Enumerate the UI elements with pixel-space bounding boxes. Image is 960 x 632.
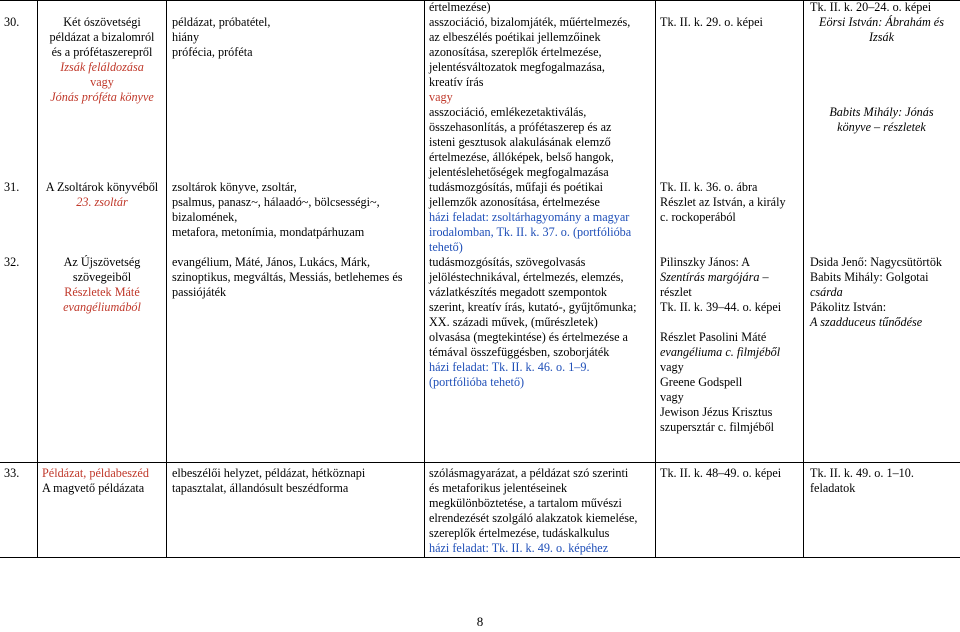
text-line: csárda: [810, 285, 843, 299]
page-number: 8: [476, 614, 484, 629]
text-line: Babits Mihály: Golgotai: [810, 270, 929, 284]
text-line: tudásmozgósítás, műfaji és poétikai: [429, 180, 603, 194]
text-line: és metaforikus jelentéseinek: [429, 481, 568, 495]
text-line: Részlet az István, a király: [660, 195, 786, 209]
text-line: összehasonlítás, a prófétaszerep és az: [429, 120, 612, 134]
row-number: 33.: [4, 466, 20, 480]
row-number: 31.: [4, 180, 20, 194]
text-line: feladatok: [810, 481, 856, 495]
text-line: vagy: [660, 390, 684, 404]
text-line: szövegeiből: [72, 270, 132, 284]
text-line: hiány: [172, 30, 200, 44]
row-number: 30.: [4, 15, 20, 29]
text-line: Dsida Jenő: Nagycsütörtök: [810, 255, 943, 269]
text-line: asszociáció, bizalomjáték, műértelmezés,: [429, 15, 631, 29]
text-line: tapasztalat, állandósult beszédforma: [172, 481, 349, 495]
text-line: azonosítása, szereplők értelmezése,: [429, 45, 602, 59]
text-line: evangéliuma c. filmjéből: [660, 345, 781, 359]
table-column-divider: [424, 0, 425, 557]
text-line: tudásmozgósítás, szövegolvasás: [429, 255, 586, 269]
text-line: Tk. II. k. 48–49. o. képei: [660, 466, 782, 480]
text-line: vagy: [660, 360, 684, 374]
text-line: részlet: [660, 285, 692, 299]
row-topic: [38, 180, 166, 210]
row-topic: [38, 15, 166, 105]
text-line: A magvető példázata: [42, 481, 145, 495]
row-concepts: [172, 466, 365, 496]
text-line: szereplők értelmezése, tudáskalkulus: [429, 526, 610, 540]
text-line: olvasása (megtekintése) és értelmezése a: [429, 330, 628, 344]
text-line: Tk. II. k. 49. o. 1–10.: [810, 466, 914, 480]
row-textbook: Tk. II. k. 29. o. képei: [660, 15, 763, 29]
text-line: Jewison Jézus Krisztus: [660, 405, 773, 419]
text-line: szupersztár c. filmjéből: [660, 420, 775, 434]
text-line: evangéliumából: [63, 300, 141, 314]
row-textbook: [660, 255, 781, 435]
text-line: vagy: [90, 75, 114, 89]
text-line: bizalomének,: [172, 210, 238, 224]
text-line: Szentírás margójára –: [660, 270, 769, 284]
text-line: jelentéslehetőségek megfogalmazása: [429, 165, 609, 179]
text-line: 23. zsoltár: [76, 195, 128, 209]
row-number: 32.: [4, 255, 20, 269]
text-line: Példázat, példabeszéd: [42, 466, 149, 480]
text-line: A szadduceus tűnődése: [810, 315, 923, 329]
row-topic: [38, 255, 166, 315]
row-readings: [810, 466, 914, 496]
text-line: házi feladat: Tk. II. k. 49. o. képéhez: [429, 541, 609, 555]
text-line: A Zsoltárok könyvéből: [45, 180, 159, 194]
text-line: tehető): [429, 240, 463, 254]
row-textbook-header: Tk. II. k. 20–24. o. képei: [810, 0, 932, 14]
row-activities: [429, 0, 630, 180]
text-line: Pilinszky János: A: [660, 255, 751, 269]
text-line: házi feladat: zsoltárhagyomány a magyar: [429, 210, 630, 224]
row-activities: [429, 466, 637, 556]
row-concepts: [172, 15, 270, 60]
text-line: példázat, próbatétel,: [172, 15, 271, 29]
text-line: értelmezése, állóképek, belső hangok,: [429, 150, 614, 164]
text-line: zsoltárok könyve, zsoltár,: [172, 180, 297, 194]
text-line: értelmezése): [429, 0, 491, 14]
text-line: témával összefüggésben, szoborjáték: [429, 345, 610, 359]
text-line: szólásmagyarázat, a példázat szó szerinti: [429, 466, 629, 480]
text-line: házi feladat: Tk. II. k. 46. o. 1–9.: [429, 360, 590, 374]
text-line: szinoptikus, megváltás, Messiás, betlehemes és: [172, 270, 403, 284]
text-line: Két ószövetségi: [63, 15, 141, 29]
text-line: példázat a bizalomról: [49, 30, 155, 44]
text-line: evangélium, Máté, János, Lukács, Márk,: [172, 255, 370, 269]
text-line: Részlet Pasolini Máté: [660, 330, 767, 344]
text-line: Részletek Máté: [64, 285, 140, 299]
text-line: szerint, kreatív írás, kutató-, gyűjtőmunka;: [429, 300, 637, 314]
text-line: és a prófétaszerepről: [51, 45, 153, 59]
text-line: elrendezését szolgáló alakzatok kiemelése,: [429, 511, 638, 525]
row-activities: [429, 255, 636, 390]
row-concepts: [172, 180, 380, 240]
text-line: elbeszélői helyzet, példázat, hétköznapi: [172, 466, 366, 480]
text-line: asszociáció, emlékezetaktiválás,: [429, 105, 587, 119]
text-line: az elbeszélés poétikai jellemzőinek: [429, 30, 601, 44]
text-line: jelöléstechnikával, értelmezés, elemzés,: [429, 270, 624, 284]
table-column-divider: [166, 0, 167, 557]
text-line: kreatív írás: [429, 75, 484, 89]
text-line: isteni gesztusok alakulásának elemző: [429, 135, 611, 149]
text-line: prófécia, próféta: [172, 45, 253, 59]
text-line: vázlatkészítés megadott szempontok: [429, 285, 608, 299]
text-line: irodalomban, Tk. II. k. 37. o. (portfólióba: [429, 225, 632, 239]
row-textbook: [660, 180, 786, 225]
text-line: Tk. II. k. 39–44. o. képei: [660, 300, 782, 314]
text-line: (portfólióba tehető): [429, 375, 525, 389]
text-line: jelentésváltozatok megfogalmazása,: [429, 60, 605, 74]
table-column-divider: [803, 0, 804, 557]
text-line: vagy: [429, 90, 453, 104]
text-line: XX. századi művek, (műrészletek): [429, 315, 598, 329]
table-column-divider: [655, 0, 656, 557]
row-readings: [810, 255, 942, 330]
text-line: c. rockoperából: [660, 210, 736, 224]
row-textbook: [660, 466, 781, 481]
text-line: Greene Godspell: [660, 375, 743, 389]
text-line: Izsák feláldozása: [60, 60, 144, 74]
table-bottom-border: [0, 557, 960, 558]
row-concepts: [172, 255, 403, 300]
row-topic: [42, 466, 149, 496]
text-line: Jónás próféta könyve: [50, 90, 154, 104]
text-line: [660, 315, 781, 330]
row-activities: [429, 180, 631, 255]
text-line: Pákolitz István:: [810, 300, 887, 314]
table-row-divider: [0, 462, 960, 463]
text-line: Tk. II. k. 36. o. ábra: [660, 180, 758, 194]
text-line: psalmus, panasz~, hálaadó~, bölcsességi~,: [172, 195, 380, 209]
text-line: Az Újszövetség: [63, 255, 141, 269]
row-readings: Babits Mihály: Jónás könyve – részletek: [829, 105, 934, 134]
text-line: metafora, metonímia, mondatpárhuzam: [172, 225, 365, 239]
row-readings: Eörsi István: Ábrahám és Izsák: [819, 15, 944, 44]
text-line: passiójáték: [172, 285, 227, 299]
text-line: jellemzők azonosítása, értelmezése: [429, 195, 600, 209]
text-line: megkülönböztetése, a tartalom művészi: [429, 496, 622, 510]
